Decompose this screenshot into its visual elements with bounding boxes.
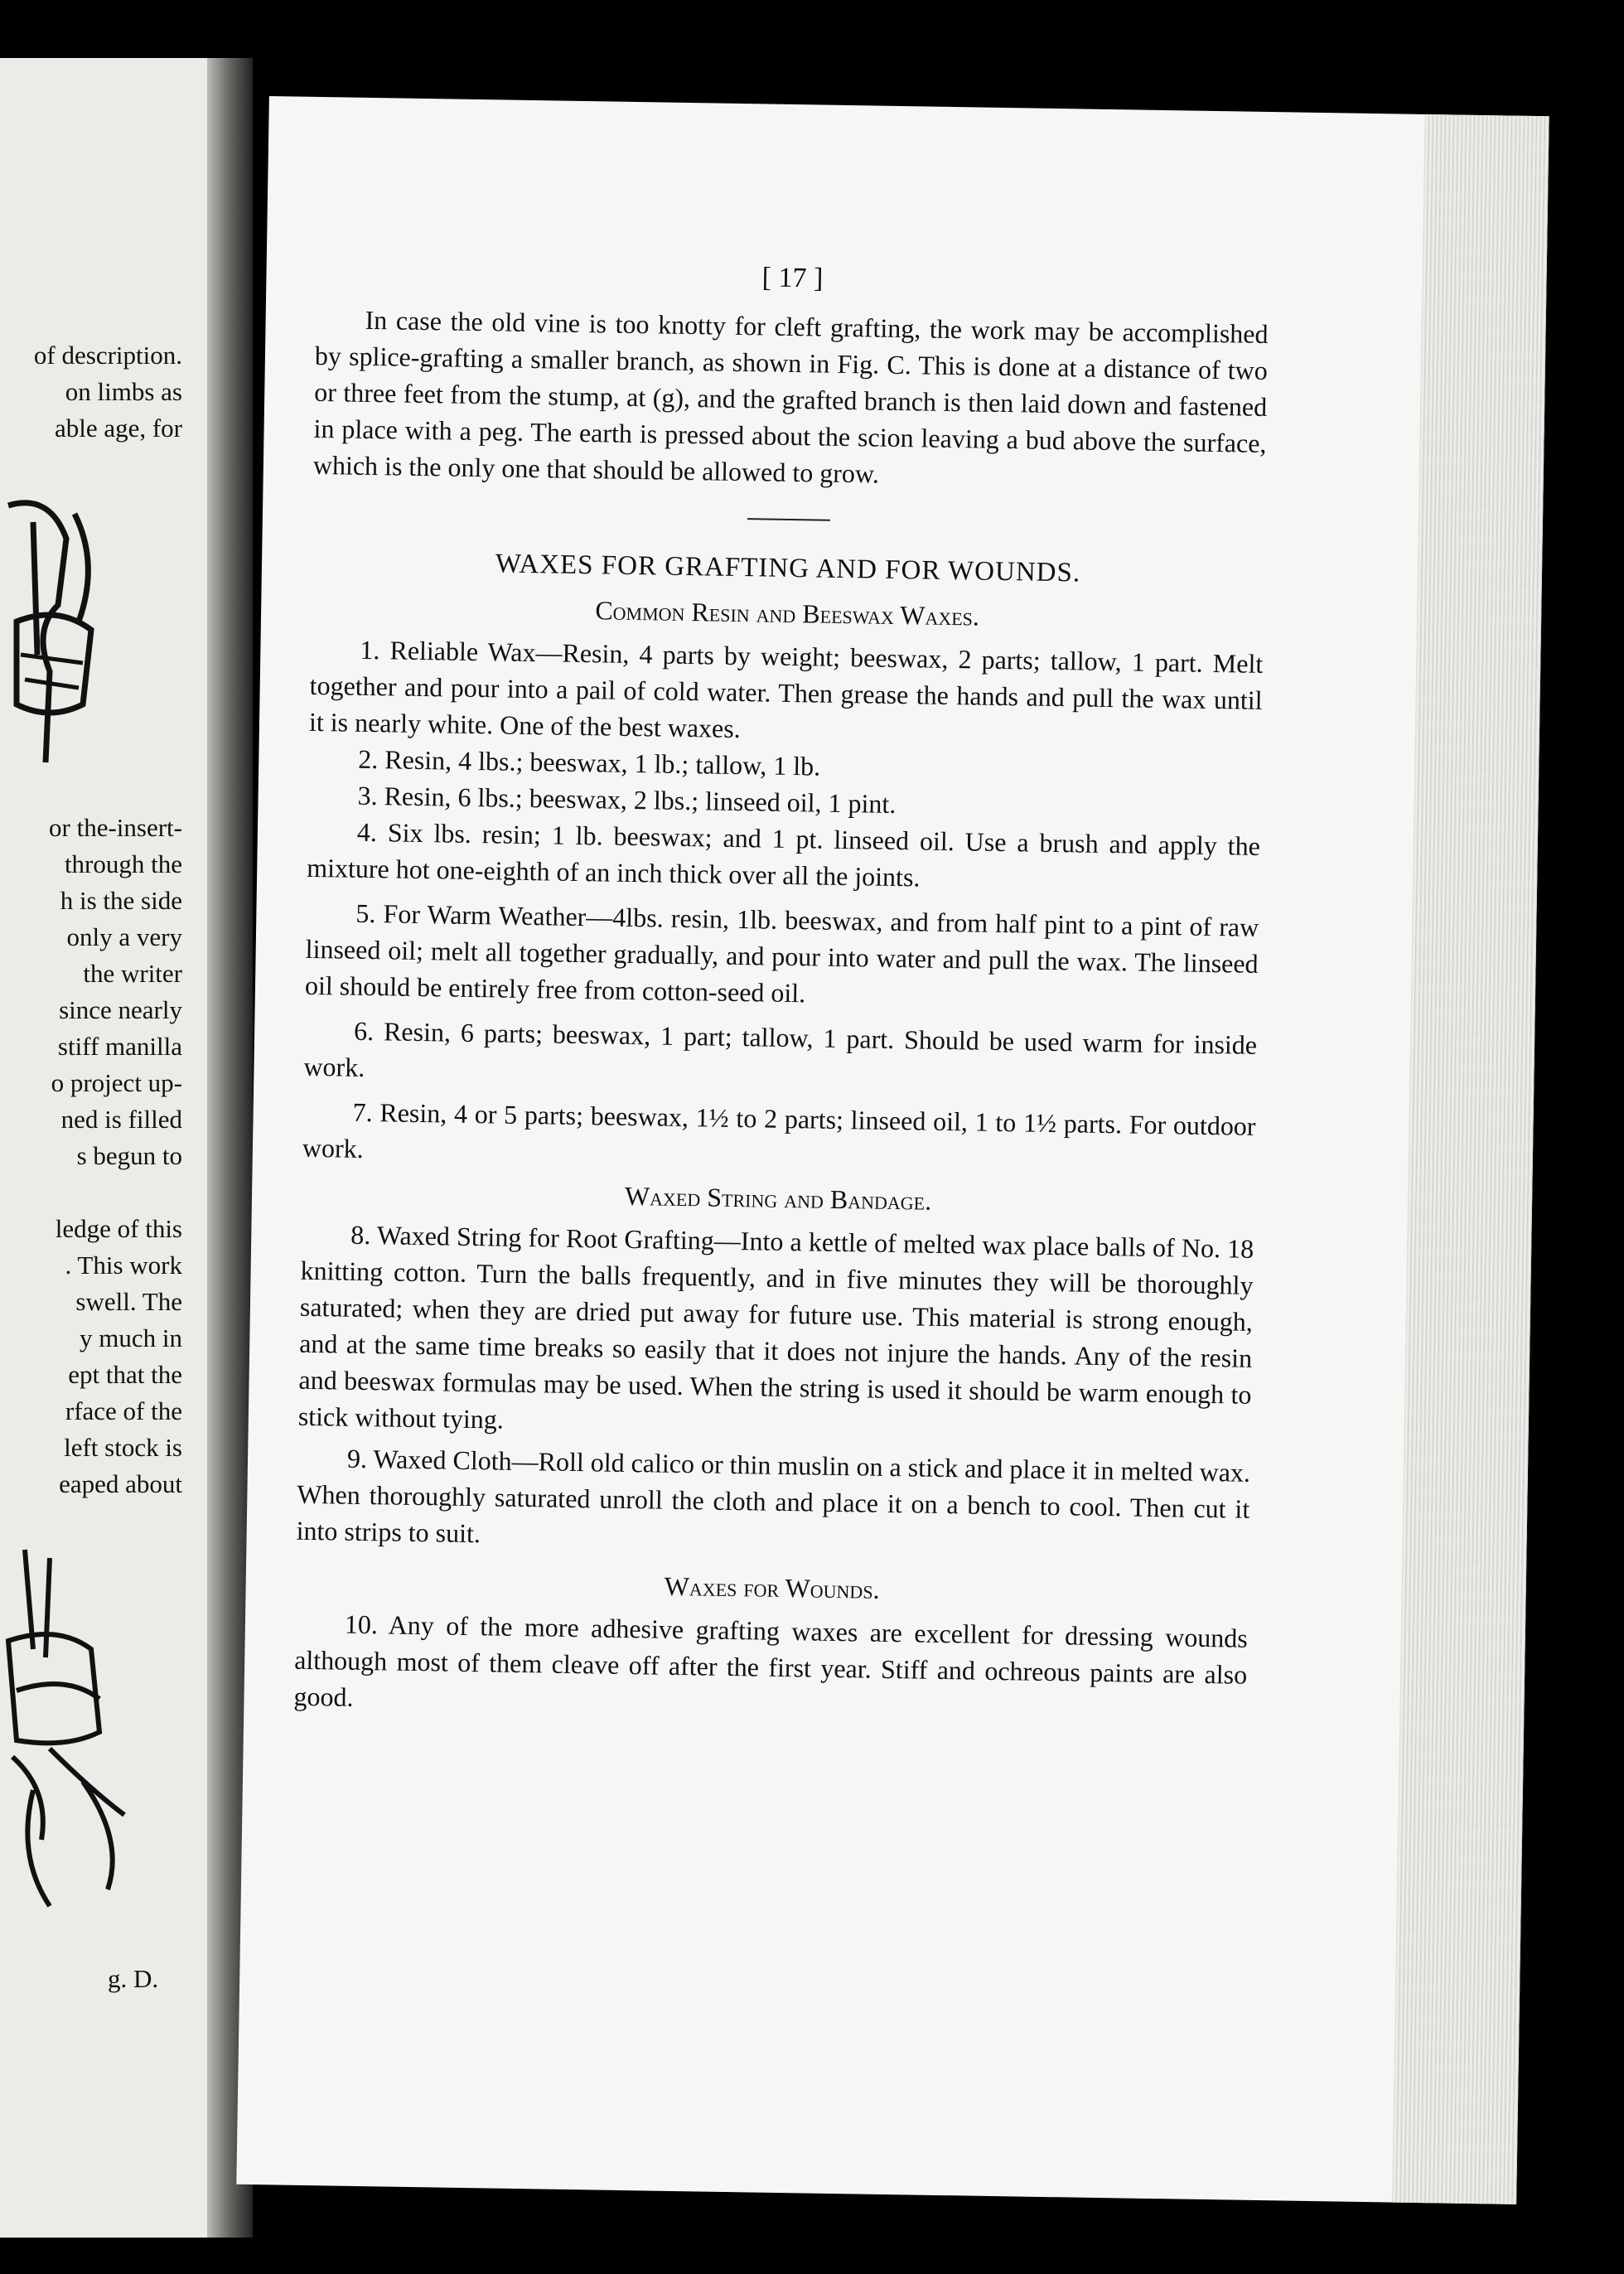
intro-paragraph: In case the old vine is too knotty for cleft grafting, the work may be accomplished by splice-grafting a smaller branch, as shown in Fig. C. This is done at a distance of two or three feet from the stump, at (g), and the grafted branch is then laid down and fastened in place with a peg. The earth is pressed about the scion leaving a bud above the surface, which is the only one that should be allowed to grow. <box>312 304 1269 489</box>
left-text-line: only a very <box>66 922 182 951</box>
left-text-line: on limbs as <box>65 377 182 406</box>
subheading-waxed-string: Waxed String and Bandage. <box>624 1180 932 1216</box>
left-text-line: eaped about <box>59 1469 182 1498</box>
left-text-line: rface of the <box>65 1396 182 1425</box>
left-text-line: ept that the <box>68 1360 182 1389</box>
left-text-line: able age, for <box>54 414 182 443</box>
left-text-line: of description. <box>33 341 182 370</box>
left-text-line: . This work <box>65 1251 182 1280</box>
left-text-line: s begun to <box>76 1141 182 1170</box>
figure-caption: g. D. <box>108 1964 159 1993</box>
recipe-paragraph: 7. Resin, 4 or 5 parts; beeswax, 1½ to 2 parts; linseed oil, 1 to 1½ parts. For outdoor work. <box>302 1096 1256 1164</box>
left-text-line: o project up- <box>51 1068 182 1097</box>
subheading-resin-beeswax: Common Resin and Beeswax Waxes. <box>595 595 980 631</box>
page-number: [ 17 ] <box>761 262 824 294</box>
recipe-paragraph: 5. For Warm Weather—4lbs. resin, 1lb. beeswax, and from half pint to a pint of raw linseed oil; melt all together gradually, and pour into water and pull the wax. The linseed oil should be entirely free from cotton-seed oil. <box>304 898 1259 1009</box>
left-text-line: ned is filled <box>60 1105 182 1134</box>
subheading-waxes-for-wounds: Waxes for Wounds. <box>664 1570 880 1604</box>
grafting-illustration-bottom <box>0 1541 141 1939</box>
left-text-line: y much in <box>80 1323 182 1352</box>
left-text-line: or the-insert- <box>49 813 182 842</box>
left-text-line: swell. The <box>75 1287 182 1316</box>
left-text-line: stiff manilla <box>57 1032 182 1061</box>
left-text-line: through the <box>64 849 182 878</box>
left-text-line: ledge of this <box>55 1214 182 1243</box>
left-text-line: left stock is <box>64 1433 182 1462</box>
page-edges <box>1392 114 1549 2204</box>
recipe-paragraph: 2. Resin, 4 lbs.; beeswax, 1 lb.; tallow, 1 lb. <box>358 743 821 781</box>
recipe-paragraph: 8. Waxed String for Root Grafting—Into a kettle of melted wax place balls of No. 18 knitting cotton. Turn the balls frequently, and in five minutes they will be thoroughly saturated; when they are dried put away for future use. This material is strong enough, and at the same time breaks so easily that it does not injure the hands. Any of the resin and beeswax formulas may be used. When the string is used it should be warm enough to stick without tying. <box>297 1219 1254 1435</box>
recipe-paragraph: 6. Resin, 6 parts; beeswax, 1 part; tallow, 1 part. Should be used warm for inside work. <box>303 1015 1258 1082</box>
left-text-line: h is the side <box>60 886 182 915</box>
main-heading: WAXES FOR GRAFTING AND FOR WOUNDS. <box>495 549 1081 588</box>
left-text-line: since nearly <box>59 995 182 1024</box>
left-page-fragment <box>0 58 207 2238</box>
page-text-column <box>293 253 1269 1730</box>
left-text-line: the writer <box>83 959 182 988</box>
recipe-paragraph: 1. Reliable Wax—Resin, 4 parts by weight; beeswax, 2 parts; tallow, 1 part. Melt together and pour into a pail of cold water. Then grease the hands and pull the wax until it is nearly white. One of the best waxes. <box>308 634 1264 744</box>
recipe-paragraph: 3. Resin, 6 lbs.; beeswax, 2 lbs.; linseed oil, 1 pint. <box>357 780 897 820</box>
recipe-paragraph: 10. Any of the more adhesive grafting waxes are excellent for dressing wounds although most of them cleave off after the first year. Stiff and ochreous paints are also good. <box>293 1609 1249 1712</box>
book-page <box>236 96 1549 2204</box>
recipe-paragraph: 9. Waxed Cloth—Roll old calico or thin muslin on a stick and place it in melted wax. When thoroughly saturated unroll the cloth and place it on a bench to cool. Then cut it into strips to suit. <box>296 1443 1251 1549</box>
recipe-paragraph: 4. Six lbs. resin; 1 lb. beeswax; and 1 pt. linseed oil. Use a brush and apply the mixture hot one-eighth of an inch thick over all the joints. <box>306 816 1261 893</box>
grafting-illustration-top <box>0 489 141 804</box>
section-divider <box>747 518 830 521</box>
